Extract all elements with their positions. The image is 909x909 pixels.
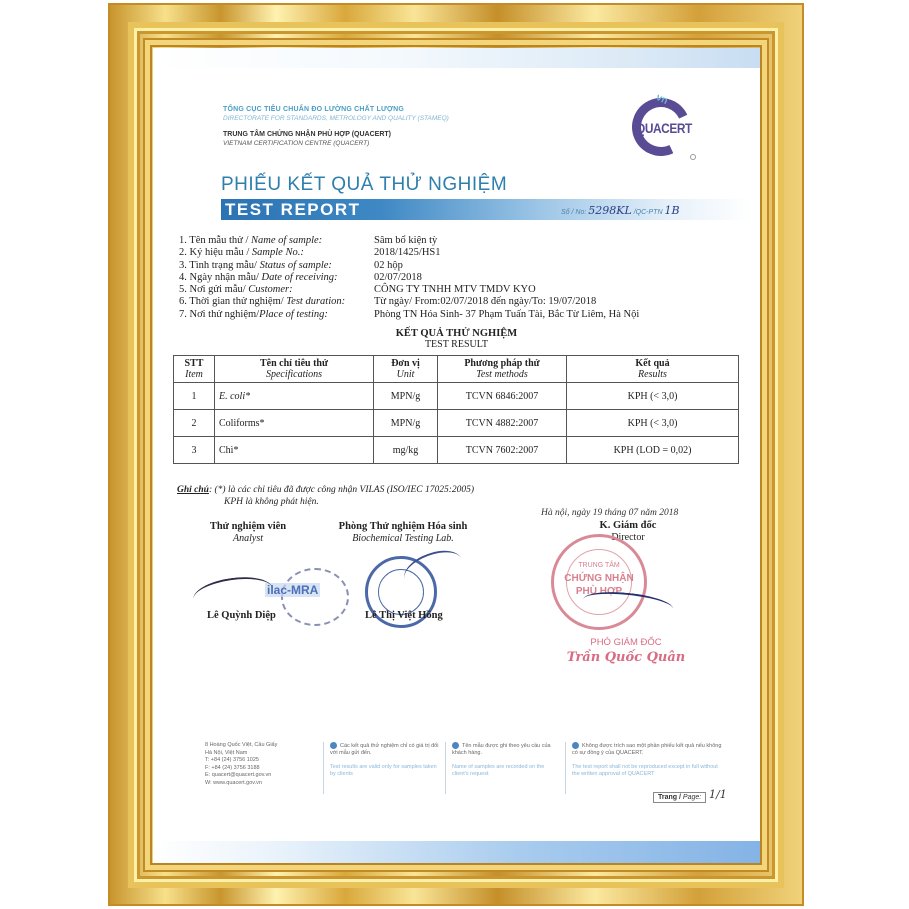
lab-head-name: Lê Thị Việt Hồng xyxy=(365,610,443,621)
col-unit: Đơn vị Unit xyxy=(374,356,438,383)
deputy-title: PHÓ GIÁM ĐỐC xyxy=(590,637,662,648)
table-row: 2 Coliforms* MPN/g TCVN 4882:2007 KPH (< 3,0) xyxy=(174,410,739,437)
table-header-row xyxy=(174,356,739,383)
col-specification: Tên chỉ tiêu thử Specifications xyxy=(215,356,374,383)
info-value: 02 hộp xyxy=(374,259,403,271)
info-row: 3. Tình trạng mẫu/ Status of sample: 02 hộp xyxy=(179,259,403,271)
title-band xyxy=(221,199,751,220)
lab-title-vi: Phòng Thử nghiệm Hóa sinh xyxy=(338,521,468,532)
analyst-block xyxy=(193,521,303,545)
lab-block xyxy=(323,521,483,545)
footer-address: 8 Hoàng Quốc Việt, Cầu Giấy Hà Nội, Việt Nam T: +84 (24) 3756 1025 F: +84 (24) 3756 3188 E: quacert@quacert.gov.vn W: www.quacert.gov.vn xyxy=(205,742,278,786)
table-row: 1 E. coli* MPN/g TCVN 6846:2007 KPH (< 3,0) xyxy=(174,383,739,410)
lab-title-en: Biochemical Testing Lab. xyxy=(352,533,454,544)
footer-notice-2: Tên mẫu được ghi theo yêu cầu của khách hàng. Name of samples are recorded on the client's request xyxy=(445,742,562,794)
result-title-vi: KẾT QUẢ THỬ NGHIỆM xyxy=(395,328,518,339)
org-name-en: DIRECTORATE FOR STANDARDS, METROLOGY AND QUALITY (STAMEQ) xyxy=(223,115,449,122)
note-line-2: KPH là không phát hiện. xyxy=(224,497,319,507)
report-title-en: TEST REPORT xyxy=(225,200,361,219)
sample-info xyxy=(179,235,639,321)
certification-centre-seal-icon: TRUNG TÂM CHỨNG NHẬN PHÙ HỢP xyxy=(551,534,647,630)
deputy-name: Trần Quốc Quân xyxy=(566,650,686,665)
info-row: 5. Nơi gửi mẫu/ Customer: CÔNG TY TNHH MTV TMDV KYO xyxy=(179,284,536,296)
director-prefix: K. xyxy=(599,520,611,531)
report-number-suffix: /QC-PTN xyxy=(633,209,663,216)
director-title-vi: Giám đốc xyxy=(612,520,657,531)
info-value: Phòng TN Hóa Sinh- 37 Phạm Tuấn Tài, Bắc Từ Liêm, Hà Nội xyxy=(374,308,640,320)
logo-vn-text: vn xyxy=(654,92,670,107)
info-value: 02/07/2018 xyxy=(374,271,422,283)
test-report-document xyxy=(153,48,760,863)
deputy-director xyxy=(561,637,691,665)
analyst-signature-icon xyxy=(191,573,275,616)
notice-bullet-icon xyxy=(572,742,579,749)
info-value: Từ ngày/ From:02/07/2018 đến ngày/To: 19/07/2018 xyxy=(374,296,597,308)
result-section-title xyxy=(153,328,760,350)
ilac-mra-mark: ilac-MRA xyxy=(267,583,319,597)
results-table xyxy=(173,355,739,464)
info-row: 4. Ngày nhận mẫu/ Date of receiving: 02/07/2018 xyxy=(179,271,422,283)
report-number-handwritten: 1B xyxy=(664,204,680,217)
page-indicator: Trang / Page: xyxy=(653,792,706,803)
top-decor-band xyxy=(153,48,760,68)
info-row: 7. Nơi thử nghiệm/Place of testing: Phòng TN Hóa Sinh- 37 Phạm Tuấn Tài, Bắc Từ Liêm, Hà Nội xyxy=(179,308,640,320)
note-label: Ghi chú xyxy=(177,485,209,495)
page-number: 1/1 xyxy=(709,788,727,801)
result-title-en: TEST RESULT xyxy=(424,339,489,350)
footer-notice-1: Các kết quả thử nghiệm chỉ có giá trị đối với mẫu gửi đến. Test results are valid only for samples taken by clients xyxy=(323,742,440,794)
report-title-vi: PHIẾU KẾT QUẢ THỬ NGHIỆM xyxy=(221,174,508,195)
info-row: 6. Thời gian thử nghiệm/ Test duration: Từ ngày/ From:02/07/2018 đến ngày/To: 19/07/2018 xyxy=(179,296,597,308)
col-item: STT Item xyxy=(174,356,215,383)
director-title-en: Director xyxy=(611,532,645,543)
col-method: Phương pháp thử Test methods xyxy=(438,356,567,383)
info-value: 2018/1425/HS1 xyxy=(374,247,441,259)
centre-name-vi: TRUNG TÂM CHỨNG NHẬN PHÙ HỢP (QUACERT) xyxy=(223,131,391,138)
bottom-decor-band xyxy=(153,841,760,863)
note xyxy=(177,484,474,508)
issuing-organization xyxy=(223,106,449,147)
centre-name-en: VIETNAM CERTIFICATION CENTRE (QUACERT) xyxy=(223,140,370,147)
logo-text: QUACERT xyxy=(636,120,692,136)
report-number xyxy=(561,204,680,217)
note-line-1: : (*) là các chỉ tiêu đã được công nhận VILAS (ISO/IEC 17025:2005) xyxy=(208,485,475,495)
info-value: Sâm bổ kiện tỳ xyxy=(374,235,438,246)
report-number-label: Số / No: xyxy=(561,209,587,216)
analyst-title-vi: Thử nghiệm viên xyxy=(209,521,287,532)
quacert-logo xyxy=(628,90,708,165)
notice-bullet-icon xyxy=(330,742,337,749)
footer-notice-3: Không được trích sao một phần phiếu kết quả nếu không có sự đồng ý của QUACERT. The test report shall not be reproduced except in full without the written approval of QUACERT xyxy=(565,742,722,794)
analyst-title-en: Analyst xyxy=(233,533,263,544)
registered-mark-icon xyxy=(690,154,696,160)
table-row: 3 Chì* mg/kg TCVN 7602:2007 KPH (LOD = 0,02) xyxy=(174,437,739,464)
org-name-vi: TỔNG CỤC TIÊU CHUẨN ĐO LƯỜNG CHẤT LƯỢNG xyxy=(223,106,405,113)
info-row: 2. Ký hiệu mẫu / Sample No.: 2018/1425/HS1 xyxy=(179,247,441,259)
report-number-value: 5298KL xyxy=(588,204,632,217)
analyst-name: Lê Quỳnh Diệp xyxy=(207,610,276,621)
notice-bullet-icon xyxy=(452,742,459,749)
ilac-stamp-icon xyxy=(281,568,349,626)
info-value: CÔNG TY TNHH MTV TMDV KYO xyxy=(374,284,536,296)
info-row: 1. Tên mẫu thử / Name of sample: Sâm bổ kiện tỳ xyxy=(179,235,438,246)
col-result: Kết quả Results xyxy=(567,356,739,383)
place-date: Hà nội, ngày 19 tháng 07 năm 2018 xyxy=(541,508,679,518)
